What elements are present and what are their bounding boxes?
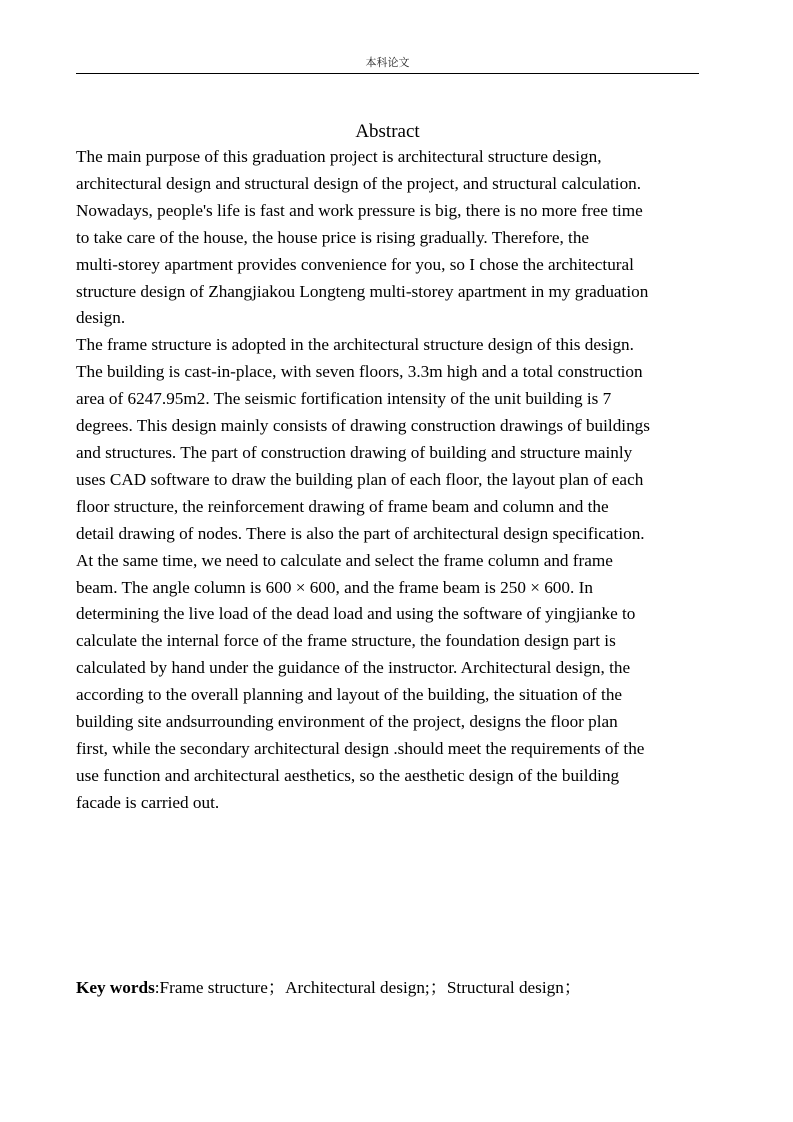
abstract-line: to take care of the house, the house price is rising gradually. Therefore, the [76,227,590,247]
abstract-line: structure design of Zhangjiakou Longteng multi-storey apartment in my graduation [76,281,649,301]
abstract-line: multi-storey apartment provides convenience for you, so I chose the architectural [76,254,634,274]
abstract-body [76,144,704,817]
abstract-line: degrees. This design mainly consists of drawing construction drawings of buildings [76,416,650,436]
abstract-line: according to the overall planning and layout of the building, the situation of the [76,685,623,705]
abstract-line: calculated by hand under the guidance of the instructor. Architectural design, the [76,658,631,678]
abstract-line: design. [76,308,126,328]
abstract-line: use function and architectural aesthetics, so the aesthetic design of the building [76,765,620,785]
abstract-line: At the same time, we need to calculate and select the frame column and frame [76,550,613,570]
abstract-line: The building is cast-in-place, with seven floors, 3.3m high and a total construction [76,362,643,382]
abstract-line: The main purpose of this graduation project is architectural structure design, [76,147,602,166]
abstract-line: calculate the internal force of the frame structure, the foundation design part is [76,631,616,651]
keywords-text: :Frame structure；Architectural design;；Structural design； [154,978,582,997]
abstract-line: facade is carried out. [76,792,220,812]
keywords [76,976,716,1000]
abstract-line: floor structure, the reinforcement drawing of frame beam and column and the [76,496,609,516]
abstract-line: and structures. The part of construction drawing of building and structure mainly [76,442,633,462]
keywords-label: Key words [76,978,155,997]
abstract-line: determining the live load of the dead load and using the software of yingjianke to [76,604,636,624]
abstract-line: The frame structure is adopted in the architectural structure design of this design. [76,335,634,355]
abstract-line: architectural design and structural design of the project, and structural calculation. [76,173,642,193]
page-header: 本科论文 [365,56,410,69]
abstract-line: beam. The angle column is 600 × 600, and the frame beam is 250 × 600. In [76,577,593,597]
abstract-line: area of 6247.95m2. The seismic fortification intensity of the unit building is 7 [76,389,612,409]
header-rule [76,73,699,74]
abstract-line: uses CAD software to draw the building plan of each floor, the layout plan of each [76,469,644,489]
abstract-title: Abstract [355,121,420,142]
abstract-line: Nowadays, people's life is fast and work pressure is big, there is no more free time [76,200,643,220]
abstract-line: detail drawing of nodes. There is also the part of architectural design specification. [76,523,645,543]
abstract-line: building site andsurrounding environment of the project, designs the floor plan [76,712,618,732]
abstract-line: first, while the secondary architectural design .should meet the requirements of the [76,738,645,758]
